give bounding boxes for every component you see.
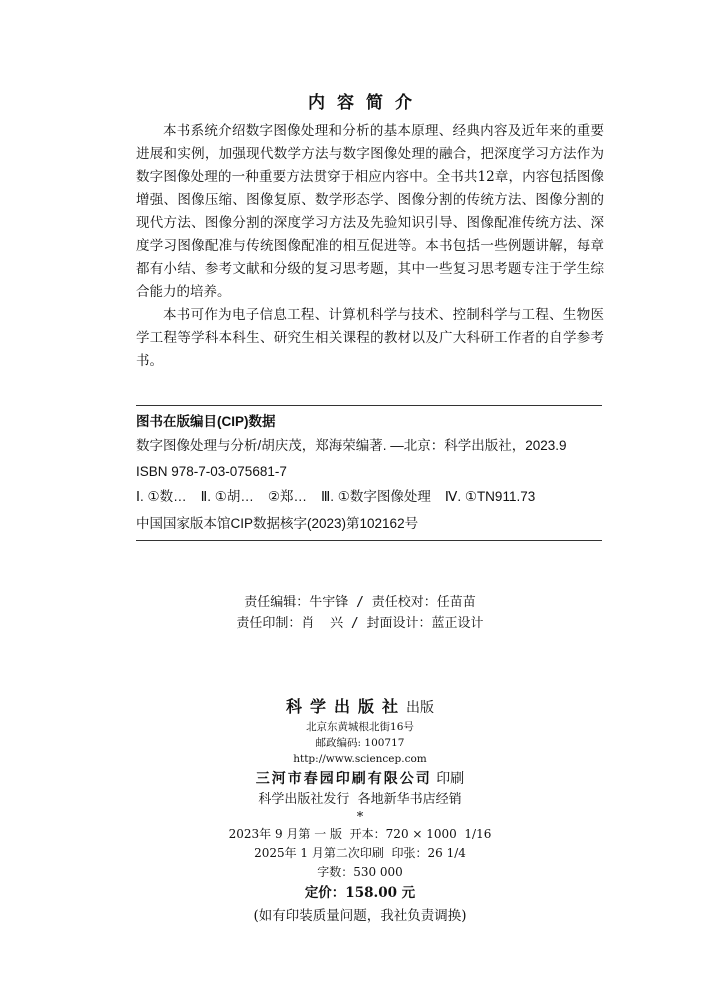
publisher-name: 科学出版社 [285, 697, 406, 716]
printer-line [0, 769, 720, 789]
cip-class-1: Ⅰ. ①数… [136, 489, 187, 504]
cip-class-5: Ⅳ. ①TN911.73 [444, 489, 536, 504]
cip-note: 中国国家版本馆CIP数据核字(2023)第102162号 [136, 516, 419, 531]
cip-class-4: Ⅲ. ①数字图像处理 [320, 489, 431, 504]
printer-suffix: 印刷 [436, 771, 465, 787]
publisher-postcode: 邮政编码: 100717 [315, 737, 405, 749]
summary-paragraph-2: 本书可作为电子信息工程、计算机科学与技术、控制科学与工程、生物医学工程等学科本科生、研究生相关课程的教材以及广大科研工作者的自学参考书。 [136, 307, 604, 369]
summary-title: 内容简介 [308, 93, 424, 113]
edition-line-2: 2025年 1 月第二次印刷 印张：26 1/4 [254, 846, 466, 860]
printer-name: 三河市春园印刷有限公司 [255, 771, 432, 787]
summary-section [136, 120, 604, 373]
word-count: 字数：530 000 [317, 865, 403, 879]
publisher-url: http://www.sciencep.com [293, 753, 427, 765]
cip-classification [136, 485, 602, 509]
summary-paragraph-1: 本书系统介绍数字图像处理和分析的基本原理、经典内容及近年来的重要进展和实例，加强现代数学方法与数字图像处理的融合，把深度学习方法作为数字图像处理的一种重要方法贯穿于相应内容中。全书共12章，内容包括图像增强、图像压缩、图像复原、数学形态学、图像分割的传统方法、图像分割的现代方法、图像分割的深度学习方法及先验知识引导、图像配准传统方法、深度学习图像配准与传统图像配准的相互促进等。本书包括一些例题讲解，每章都有小结、参考文献和分级的复习思考题，其中一些复习思考题专注于学生综合能力的培养。 [136, 123, 604, 300]
publisher-line [0, 696, 720, 719]
staff-credits [0, 592, 720, 634]
cip-class-3: ②郑… [267, 489, 307, 504]
cip-heading: 图书在版编目(CIP)数据 [136, 414, 276, 429]
separator-star: * [356, 810, 364, 825]
quality-notice: (如有印装质量问题，我社负责调换) [253, 908, 467, 924]
publisher-block [0, 696, 720, 928]
cip-record: 数字图像处理与分析/胡庆茂，郑海荣编著. —北京：科学出版社，2023.9 [136, 438, 567, 453]
cip-isbn: ISBN 978-7-03-075681-7 [136, 464, 287, 479]
staff-line-production: 责任印制：肖 兴 / 封面设计：蓝正设计 [236, 616, 484, 631]
publisher-address: 北京东黄城根北街16号 [306, 721, 414, 733]
publisher-suffix: 出版 [406, 700, 434, 716]
cip-class-2: Ⅱ. ①胡… [200, 489, 254, 504]
staff-line-editors: 责任编辑：牛宇锋 / 责任校对：任苗苗 [244, 595, 476, 610]
cip-data-block [136, 405, 602, 541]
edition-line-1: 2023年 9 月第 一 版 开本：720 × 1000 1/16 [228, 827, 492, 841]
price: 定价：158.00 元 [304, 885, 416, 901]
distribution-line: 科学出版社发行 各地新华书店经销 [258, 792, 462, 807]
